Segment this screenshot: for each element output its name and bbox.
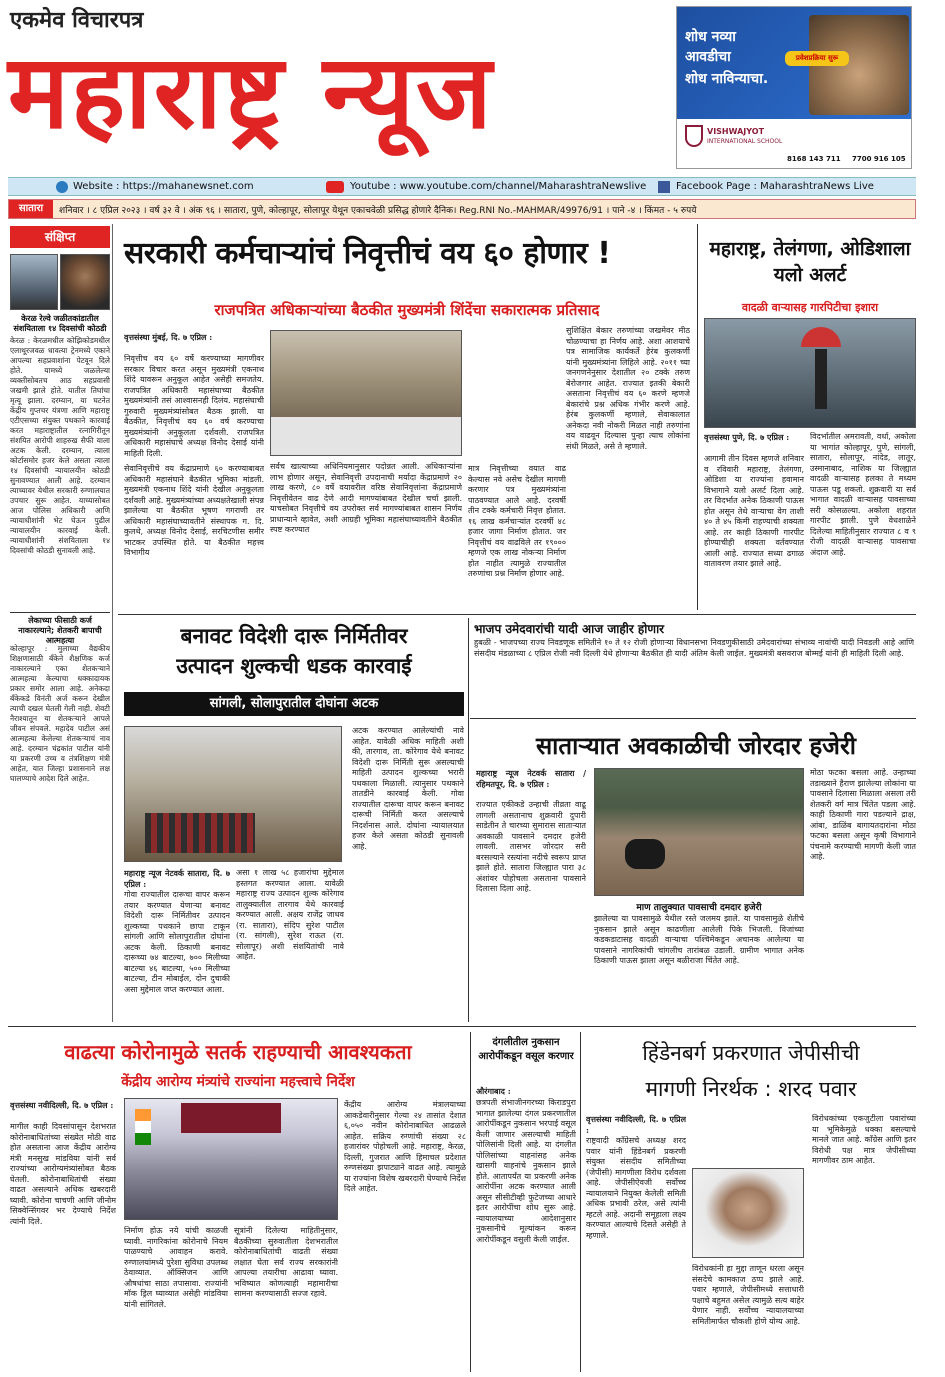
youtube-icon: [326, 181, 344, 193]
brief-column: [8, 224, 113, 1022]
lead-col-1: निवृत्तीच वय ६० वर्षे करण्याच्या मागणीवर सरकार विचार करत असून मुख्यमंत्री एकनाथ शिंदे यावरून अनुकूल आहेत असेही समजतेय. राजपत्रित अधिकारी महासंघाच्या बैठकीत मुख्यमंत्र्यांनी तसं आश्वासनही दिलंय. महासंघाची गुरुवारी मुख्यमंत्र्यांसोबत बैठक झाली. या बैठकीत, निवृत्तीचं वय ६० वर्ष करण्याचा मुख्यमंत्र्यांनी अनुकूलता दर्शवली. राजपत्रित अधिकारी महासंघाचे अध्यक्ष विनोद देसाई यांनी माहिती दिली.: [124, 354, 264, 458]
weather-subhead: वादळी वाऱ्यासह गारपिटीचा इशारा: [741, 301, 879, 314]
cm-meeting-photo: [270, 330, 462, 456]
lead-byline: वृत्तसंस्था मुंबई, दि. ७ एप्रिल :: [124, 332, 213, 342]
school-phone-2: 7700 916 105: [852, 155, 906, 163]
dateline-text: शनिवार । ८ एप्रिल २०२३ । वर्ष ३२ वे । अंक ९६ । सातारा, पुणे, कोल्हापूर, सोलापूर येथून एकाचवेळी प्रसिद्ध होणारे दैनिक। Reg.RNI No.-MAHMAR/49976/91 । पाने -४ । किंमत - ५ रुपये: [59, 206, 697, 216]
corona-right-divider: [470, 1032, 471, 1372]
masthead-tagline: एकमेव विचारपत्र: [10, 8, 144, 33]
brief-item-1-head: केरळ रेल्वे जळीतकांडातील संशयिताला १४ दिवसांची कोठडी: [13, 314, 107, 333]
wet-road-photo: [594, 768, 804, 896]
liquor-headline-1: बनावट विदेशी दारू निर्मितीवर: [180, 624, 408, 648]
umbrella-icon: [801, 327, 841, 347]
facebook-icon: [658, 181, 670, 193]
youtube-link[interactable]: Youtube : www.youtube.com/channel/MaharashtraNewslive: [350, 181, 647, 192]
corona-col-3: सूत्रांनी दिलेल्या माहितीनुसार, बैठकीच्या सुरुवातीला देशभरातील कोरोनाबाधितांची वाढती संख्या लक्षात घेता सर्व राज्य सरकारांनी आपल्या तयारीचा आढावा घ्यावा. भविष्यात कोणत्याही महामारीचा सामना करण्यासाठी सज्ज रहावे.: [234, 1226, 338, 1298]
school-name: VISHWAJYOT: [707, 127, 765, 136]
brief-item-2-head: लेकाच्या फीसाठी कर्ज नाकारल्याने; शेतकरी बापाची आत्महत्या: [18, 616, 102, 645]
bottle-crates: [145, 813, 255, 853]
pawar-col-3: विरोधकांच्या एकजुटीला पवारांच्या या भूमिकेमुळे धक्का बसल्याचे मानले जात आहे. काँग्रेस आणि इतर विरोधी पक्ष मात्र जेपीसीच्या मागणीवर ठाम आहेत.: [812, 1114, 916, 1165]
school-name-sub: INTERNATIONAL SCHOOL: [707, 138, 783, 145]
dateline-city: सातारा: [9, 200, 53, 218]
brief-label: [10, 226, 110, 248]
facebook-link[interactable]: Facebook Page : MaharashtraNews Live: [676, 181, 874, 192]
liquor-byline: महाराष्ट्र न्यूज नेटवर्क सातारा, दि. ७ एप्रिल :: [124, 868, 230, 889]
motorcycle-figure: [625, 839, 665, 869]
school-phone-1: 8168 143 711: [787, 155, 841, 163]
lead-subhead: राजपत्रित अधिकाऱ्यांच्या बैठकीत मुख्यमंत्री शिंदेंचा सकारात्मक प्रतिसाद: [214, 301, 600, 319]
weather-headline: महाराष्ट्र, तेलंगणा, ओडिशाला यलो अलर्ट: [709, 238, 911, 286]
bjp-headline: भाजप उमेदवारांची यादी आज जाहीर होणार: [474, 622, 665, 636]
pawar-col-2: विरोधकांनी हा मुद्दा ताणून धरला असून संसदेचे कामकाज ठप्प झाले आहे. पवार म्हणाले, जेपीसीमध्ये सत्ताधारी पक्षाचे बहुमत असेल त्यामुळे सत्य बाहेर येणार नाही. सर्वोच्च न्यायालयाच्या समितीमार्फत चौकशी होणे योग्य आहे.: [692, 1264, 804, 1326]
section-divider-2: [8, 1026, 916, 1027]
bjp-divider: [470, 718, 916, 719]
weather-col-1: आगामी तीन दिवस म्हणजे शनिवार व रविवारी महाराष्ट्र, तेलंगणा, ओडिशा या राज्यांना हवामान विभागाने यलो अलर्ट दिला आहे. तर विदर्भात अनेक ठिकाणी पाऊस होत असून तेथे वाऱ्याचा वेग ताशी ४० ते ४५ किमी राहण्याची शक्यता आहे. तर काही ठिकाणी गारपीट होण्याचीही शक्यता वर्तवण्यात आली आहे. राज्यात सध्या ढगाळ वातावरण तयार झाले आहे.: [704, 454, 804, 568]
riot-right-divider: [580, 1032, 581, 1372]
lead-right-divider: [697, 224, 698, 610]
liquor-headline-2: उत्पादन शुल्कची धडक कारवाई: [176, 654, 412, 678]
liquor-right-divider: [468, 618, 469, 1022]
sharad-pawar-photo: [692, 1168, 804, 1258]
ad-admission-badge: प्रवेशप्रक्रिया सुरू: [785, 51, 849, 66]
seized-liquor-photo: [124, 726, 342, 862]
corona-byline: वृत्तसंस्था नवीदिल्ली, दि. ७ एप्रिल :: [10, 1100, 114, 1110]
cyclist-figure: [815, 349, 827, 409]
links-bar: [8, 177, 916, 196]
pawar-headline-1: हिंडेनबर्ग प्रकरणात जेपीसीची: [642, 1041, 860, 1065]
corona-subhead: केंद्रीय आरोग्य मंत्र्यांचे राज्यांना महत्त्वाचे निर्देश: [121, 1074, 355, 1090]
corona-col-4: केंद्रीय आरोग्य मंत्रालयाच्या आकडेवारीनुसार गेल्या २४ तासांत देशात ६,०५० नवीन कोरोनाबाधित आढळले आहेत. सक्रिय रुग्णांची संख्या २८ हजारांवर पोहोचली आहे. महाराष्ट्र, केरळ, दिल्ली, गुजरात आणि हिमाचल प्रदेशात रुग्णसंख्या झपाट्याने वाढत आहे. त्यामुळे या राज्यांना विशेष खबरदारी घेण्याचे निर्देश दिले आहेत.: [344, 1100, 466, 1193]
weather-byline: वृत्तसंस्था पुणे, दि. ७ एप्रिल :: [704, 432, 790, 442]
bjp-body: हुबळी - भाजपच्या राज्य निवडणूक समितीने १० ते १२ रोजी होणाऱ्या विधानसभा निवडणुकीसाठी उमेदवारांच्या संभाव्य नावांची यादी निवडली आहे आणि संसदीय मंडळाच्या ८ एप्रिल रोजी नवी दिल्ली येथे होणाऱ्या बैठकीत ही यादी अंतिम केली जाईल. मुख्यमंत्री बसवराज बोम्मई यांनी ही माहिती दिली आहे.: [474, 638, 914, 658]
masthead-title: महाराष्ट्र न्यूज: [8, 33, 494, 152]
satara-rain-col-1: राज्यात एकीकडे उन्हाची तीव्रता वाढू लागली असतानाच शुक्रवारी दुपारी साडेतीन ते चारच्या सुमारास साताऱ्यात अवकाळी पावसाने दमदार हजेरी लावली. तासभर जोरदार सरी बरसल्याने रस्त्यांना नदीचे स्वरूप प्राप्त झाले होते. सातारा जिल्ह्यात पारा ३८ अंशांवर पोहोचला असताना पावसाने दिलासा दिला आहे.: [476, 800, 586, 893]
lead-col-5: सुशिक्षित बेकार तरुणांच्या जखमेवर मीठ चोळण्याचा हा निर्णय आहे. अशा आशयाचे पत्र सामाजिक कार्यकर्ते हेरंब कुलकर्णी यांनी मुख्यमंत्र्यांना लिहिले आहे. २०११ च्या जनगणनेनुसार देशातील २० टक्के तरुण बेरोजगार आहेत. राज्यात इतकी बेकारी असताना निवृत्तीचं वय ६० करणे म्हणजे बेकारांचे प्रश्न अधिक गंभीर करणे आहे. हेरंब कुलकर्णी म्हणाले, सेवाकालात अनेकदा नवी नोकरी मिळत नाही तरुणांना वय वाढवून दिल्यास पुन्हा त्याच लोकांना संधी मिळते, असे ते म्हणाले.: [566, 326, 690, 451]
brief-item-2-body: कोल्हापूर : मुलाच्या वैद्यकीय शिक्षणासाठी बँकेने शैक्षणिक कर्ज नाकारल्याने एका शेतकऱ्याने आत्महत्या केल्याचा धक्कादायक प्रकार समोर आला आहे. अनेकदा बँकेकडे विनंती अर्ज करून देखील त्याची दखल घेतली गेली नाही. शेवटी नैराश्यातून या शेतकऱ्याने आपले जीवन संपवले. महादेव पाटील असं आत्महत्या केलेल्या शेतकऱ्याचं नाव आहे. दरम्यान चंद्रकांत पाटील यांनी या प्रकरणी उच्च व तंत्रशिक्षण मंत्री आहेत, यात जिल्हा प्रशासनाने लक्ष घालण्याचे आदेश दिले आहेत.: [10, 644, 110, 783]
lead-col-2: सेवानिवृत्तीचे वय केंद्राप्रमाणे ६० करण्याबाबत अधिकारी महासंघाने बैठकीत भूमिका मांडली. मुख्यमंत्री एकनाथ शिंदे यांनी देखील अनुकूलता दर्शवली आहे. मुख्यमंत्र्यांच्या अध्यक्षतेखाली संपन्न झालेल्या या बैठकीत भूषण गगराणी तर अधिकारी महासंघाच्यावतीने संस्थापक ग. दि. कुलथे, अध्यक्ष विनोद देसाई, सरचिटणीस समीर भाटकर उपस्थित होते. या बैठकीत महत्त्व विभागीय: [124, 464, 264, 557]
corona-headline: वाढत्या कोरोनामुळे सतर्क राहण्याची आवश्यकता: [64, 1040, 412, 1064]
pawar-col-1: राष्ट्रवादी काँग्रेसचे अध्यक्ष शरद पवार यांनी हिंडेनबर्ग प्रकरणी संयुक्त संसदीय समितीच्या (जेपीसी) मागणीला विरोध दर्शवला आहे. जेपीसीऐवजी सर्वोच्च न्यायालयाने नियुक्त केलेली समिती अधिक प्रभावी ठरेल, असे त्यांनी म्हटले आहे. अदानी समूहाला लक्ष्य करण्यात आल्याचे दिसते असेही ते म्हणाले.: [586, 1136, 686, 1240]
liquor-col-3: अटक करण्यात आलेल्यांची नावे आहेत. यावेळी अधिक माहिती अशी की, तारगाव, ता. कोरेगाव येथे बनावट विदेशी दारू निर्मिती सुरू असल्याची माहिती उत्पादन शुल्कच्या भरारी पथकाला मिळाली. त्यानुसार पथकाने तातडीने कारवाई केली. गोवा राज्यातील दारूचा वापर करून बनावट दारूची निर्मिती करत असल्याचे निदर्शनास आले. दोघांना न्यायालयात हजर केले असता कोठडी सुनावली आहे.: [352, 726, 464, 851]
health-meeting-photo: [124, 1098, 338, 1220]
section-divider-1: [118, 614, 916, 615]
ad-headline-1: शोध नव्या: [685, 29, 736, 45]
screen-banner: [181, 1103, 281, 1133]
pawar-headline-2: मागणी निरर्थक : शरद पवार: [645, 1077, 857, 1101]
riot-body: छत्रपती संभाजीनगरच्या किराडपुरा भागात झालेल्या दंगल प्रकरणातील आरोपींकडून नुकसान भरपाई वसूल केली जाणार असल्याची माहिती पोलिसांनी दिली आहे. या दंगलीत पोलिसांच्या वाहनांसह अनेक खासगी वाहनांचे नुकसान झाले होते. आतापर्यंत या प्रकरणी अनेक आरोपींना अटक करण्यात आली असून सीसीटीव्ही फुटेजच्या आधारे इतर आरोपींचा शोध सुरू आहे. न्यायालयाच्या आदेशानुसार नुकसानीचे मूल्यांकन करून आरोपींकडून वसुली केली जाईल.: [476, 1098, 576, 1244]
dateline-bar: [8, 199, 916, 219]
liquor-strap: सांगली, सोलापुरातील दोघांना अटक: [124, 692, 464, 716]
school-advertisement[interactable]: [676, 6, 912, 169]
lead-headline: सरकारी कर्मचाऱ्यांचं निवृत्तीचं वय ६० होणार !: [124, 236, 611, 271]
satara-rain-headline: साताऱ्यात अवकाळीची जोरदार हजेरी: [535, 732, 857, 760]
satara-rain-col-2: झालेल्या या पावसामुळे येथील रस्ते जलमय झाले. या पावसामुळे शेतीचे नुकसान झाले असून काढणीला आलेली पिके भिजली. विजांच्या कडकडाटासह वादळी वाऱ्याचा पश्चिमेकडून अचानक आलेल्या या पावसाने नागरिकांची चांगलीच तारांबळ उडाली. ग्रामीण भागात अनेक ठिकाणी पाऊस झाला असून बळीराजा चिंतेत आहे.: [594, 914, 804, 965]
weather-col-2: विदर्भातील अमरावती, वर्धा, अकोला या भागांत कोल्हापूर, पुणे, सांगली, सातारा, सोलापूर, नांदेड, लातूर, उस्मानाबाद, नाशिक या जिल्ह्यात वादळी वाऱ्यासह हलका ते मध्यम पाऊस पडू शकतो. शुक्रवारी या सर्व भागात वादळी वाऱ्यासह पावसाच्या सरी कोसळल्या. अकोला शहरात गारपीट झाली. पुणे वेधशाळेने दिलेल्या माहितीनुसार राज्यात ८ व ९ रोजी वादळी वाऱ्यासह पावसाचा अंदाज आहे.: [810, 432, 916, 557]
rain-photo: [704, 318, 916, 428]
corona-col-1: मागील काही दिवसांपासून देशभरात कोरोनाबाधितांच्या संख्येत मोठी वाढ होत असताना आज केंद्रीय आरोग्य मंत्री मनसुख मांडविया यांनी सर्व राज्यांच्या आरोग्यमंत्र्यांसोबत बैठक घेतली. कोरोनाबाधितांची संख्या वाढत असल्याने अधिक खबरदारी घ्यावी. कोरोना चाचणी आणि जीनोम सिक्वेन्सिंगवर भर देण्याचे निर्देश त्यांनी दिले.: [10, 1122, 116, 1226]
liquor-col-2: असा १ लाख ५८ हजारांचा मुद्देमाल हस्तगत करण्यात आला. यावेळी महाराष्ट्र राज्य उत्पादन शुल्क कोरेगाव तालुक्यातील तारगाव येथे कारवाई करण्यात आली. अक्षय राजेंद्र जाधव (रा. सातारा), संदिप सुरेश पाटील (रा. सांगली), सुरेश राऊत (रा. सोलापूर) अशी संशयितांची नावे आहेत.: [236, 868, 344, 961]
brief-item-1-body: केरळ : केरळमधील कोझिकोडमधील एलाथूरजवळ धावत्या ट्रेनमध्ये एकाने आपल्या सहप्रवाशांना पेटवून दिले होते. यामध्ये जळलेल्या व्यक्तीसोबतच आठ सहप्रवासी जखमी झाले होते. यातील तिघांचा मृत्यू झाला. दरम्यान, या घटनेत केंद्रीय गुप्तचर यंत्रणा आणि महाराष्ट्र एटीएसच्या संयुक्त पथकाने कारवाई करत महाराष्ट्रातील रत्नागिरीतून संशयित आरोपी शाहरुख सैफी याला अटक केली. दरम्यान, त्याला कोर्टासमोर हजर केले असता त्याला १४ दिवसांची न्यायालयीन कोठडी सुनावण्यात आली आहे. दरम्यान त्याच्यावर येथील सरकारी रुग्णालयात उपचार सुरू आहेत. याच्यासोबत आज पोलिस अधिकारी आणि न्यायाधीशांनी भेट घेऊन पुढील न्यायालयीन कारवाई केली. न्यायाधीशांनी संशयिताला १४ दिवसांची कोठडी सुनावली आहे.: [10, 336, 110, 555]
ad-headline-3: शोध नाविन्याचा.: [685, 71, 769, 87]
ad-banner: [677, 7, 912, 119]
pawar-byline: वृत्तसंस्था नवीदिल्ली, दि. ७ एप्रिल :: [586, 1114, 686, 1135]
lead-col-3: सर्वच खात्याच्या अधिनियमानुसार पदोन्नत आली. अधिकाऱ्यांना लाभ होणार असून, सेवानिवृत्ती उपदानाची मर्यादा केंद्राप्रमाणे २० लाख करणे, ८० वर्षे वयावरील वरिष्ठ सेवानिवृत्तांना केंद्राप्रमाणे निवृत्तीवेतन वाढ देणे आदी मागण्यांबाबत देखील चर्चा झाली. याचसोबत निवृत्तीचे वय उपरोक्त सर्व मागण्यांबाबत शासन निर्णय प्राधान्याने व्हावेत, अशी आग्रही भूमिका महासंघाच्यावतीने बैठकीत स्पष्ट करण्यात: [270, 462, 462, 534]
riot-headline: दंगलीतील नुकसान आरोपींकडून वसूल करणार: [478, 1037, 574, 1062]
liquor-col-1: गोवा राज्यातील दारूचा वापर करून तयार करण्यात येणाऱ्या बनावट विदेशी दारू निर्मितीवर उत्पादन शुल्कच्या पथकाने छापा टाकून सांगली आणि सोलापुरातील दोघांना अटक केली. ठिकाणी बनावट दारूच्या ७४ बाटल्या, ७०० मिलीच्या बाटल्या ४६ बाटल्या, ५०० मिलीच्या बाटल्या, टीन मोबाईल, दोन दुचाकी असा मुद्देमाल जप्त करण्यात आला.: [124, 890, 230, 994]
globe-icon: [56, 181, 68, 193]
india-flag-icon: [135, 1109, 151, 1145]
riot-byline: औरंगाबाद :: [476, 1086, 511, 1096]
corona-col-2: निर्माण होऊ नये यांची काळजी घ्यावी. नागरिकांना कोरोनाचे नियम पाळण्याचे आवाहन करावे. रुग्णालयांमध्ये पुरेशा सुविधा उपलब्ध ठेवाव्यात. ऑक्सिजन आणि औषधांचा साठा तपासावा. राज्यांनी मॉक ड्रिल घ्याव्यात असेही मांडविया यांनी सांगितले.: [124, 1226, 228, 1309]
meeting-table: [271, 417, 462, 456]
brief-label-text: संक्षिप्त: [44, 230, 76, 244]
train-photo: [10, 254, 58, 310]
school-logo-icon: [685, 125, 703, 147]
brief-divider: [10, 612, 110, 613]
accused-photo: [60, 254, 110, 310]
ad-headline-2: आवडीचा: [685, 49, 731, 65]
website-link[interactable]: Website : https://mahanewsnet.com: [73, 181, 254, 192]
masthead: [8, 4, 668, 172]
satara-rain-byline: महाराष्ट्र न्यूज नेटवर्क सातारा / रहिमतपूर, दि. ७ एप्रिल :: [476, 768, 586, 789]
lead-col-4: मात्र निवृत्तीच्या वयात वाढ केल्यास नवे असेच देखील मागणी करणार पत्र मुख्यमंत्र्यांना पाठवण्यात आले आहे. दरवर्षी तीन टक्के कर्मचारी निवृत्त होतात. १६ लाख कर्मचाऱ्यांत दरवर्षी ४८ हजार जागा निर्माण होतात. जर निवृत्तीचं वय वाढविले तर १९००० म्हणजे एक लाख नोकऱ्या निर्माण होत नाहीत त्यामुळे राज्यातील तरुणांचा प्रश्न निर्माण होणार आहे.: [468, 464, 566, 578]
satara-rain-col-3: मोठा फटका बसला आहे. उन्हाच्या तडाख्याने हैराण झालेल्या लोकांना या पावसाने दिलासा मिळाला असला तरी शेतकरी वर्ग मात्र चिंतेत पडला आहे. काही ठिकाणी गारा पडल्याने द्राक्ष, आंबा, डाळिंब बागायतदारांना मोठा फटका बसला असून कृषी विभागाने पंचनामे करण्याची मागणी केली जात आहे.: [810, 768, 916, 861]
satara-rain-photo-caption: माण तालुक्यात पावसाची दमदार हजेरी: [636, 903, 762, 913]
